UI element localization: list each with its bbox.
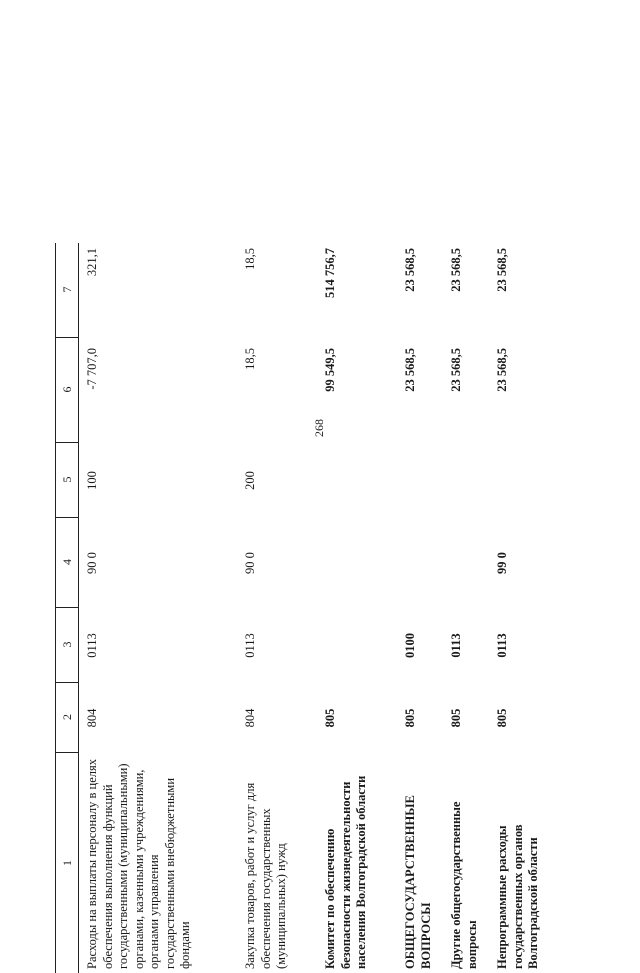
table-row: [449, 243, 483, 973]
cell-c7: 23 568,5: [495, 248, 509, 292]
cell-c6: 18,5: [243, 348, 257, 370]
cell-c7: 514 756,7: [323, 248, 337, 298]
cell-c2: 804: [85, 708, 99, 728]
cell-c3: 0100: [403, 633, 417, 658]
table-row: [323, 243, 389, 973]
cell-c4: 99 0: [495, 552, 509, 574]
table-header: [55, 243, 79, 973]
row-name: ОБЩЕГОСУДАРСТВЕННЫЕ ВОПРОСЫ: [403, 795, 433, 969]
row-name: Другие общегосударственные вопросы: [449, 801, 479, 969]
col-header-4: 4: [56, 517, 78, 608]
cell-c5: 200: [243, 471, 257, 490]
cell-c3: 0113: [85, 633, 99, 658]
col-header-3: 3: [56, 607, 78, 683]
cell-c7: 23 568,5: [403, 248, 417, 292]
row-name: Расходы на выплаты персоналу в целях обеспечения выполнения функций государственными (муниципальными) органами, казенными учреждениями, органами управления государственными внебюджетными фондами: [85, 759, 192, 969]
table-row: [495, 243, 545, 973]
cell-c2: 805: [449, 708, 463, 728]
cell-c4: 90 0: [243, 552, 257, 574]
row-name: Комитет по обеспечению безопасности жизнедеятельности населения Волгоградской области: [323, 775, 368, 969]
cell-c4: 90 0: [85, 552, 99, 574]
cell-c7: 321,1: [85, 248, 99, 277]
col-header-7: 7: [56, 242, 78, 338]
row-name: Непрограммные расходы государственных органов Волгоградской области: [495, 824, 540, 969]
table-row: [85, 243, 225, 973]
cell-c6: 23 568,5: [403, 348, 417, 392]
cell-c3: 0113: [243, 633, 257, 658]
cell-c2: 805: [323, 708, 337, 728]
budget-table: [55, 243, 545, 973]
col-header-6: 6: [56, 337, 78, 443]
cell-c2: 805: [495, 708, 509, 728]
cell-c5: 100: [85, 471, 99, 490]
cell-c6: 23 568,5: [495, 348, 509, 392]
col-header-1: 1: [60, 860, 74, 866]
cell-c2: 804: [243, 708, 257, 728]
cell-c3: 0113: [449, 633, 463, 658]
cell-c7: 23 568,5: [449, 248, 463, 292]
cell-c6: 99 549,5: [323, 348, 337, 392]
table-row: [403, 243, 437, 973]
col-header-2: 2: [56, 682, 78, 753]
table-row: [243, 243, 309, 973]
cell-c6: 23 568,5: [449, 348, 463, 392]
cell-c2: 805: [403, 708, 417, 728]
cell-c3: 0113: [495, 633, 509, 658]
col-header-5: 5: [56, 442, 78, 518]
row-name: Закупка товаров, работ и услуг для обеспечения государственных (муниципальных) нужд: [243, 782, 288, 969]
cell-c7: 18,5: [243, 248, 257, 270]
page-number: 268: [312, 419, 326, 437]
cell-c6: -7 707,0: [85, 348, 99, 390]
